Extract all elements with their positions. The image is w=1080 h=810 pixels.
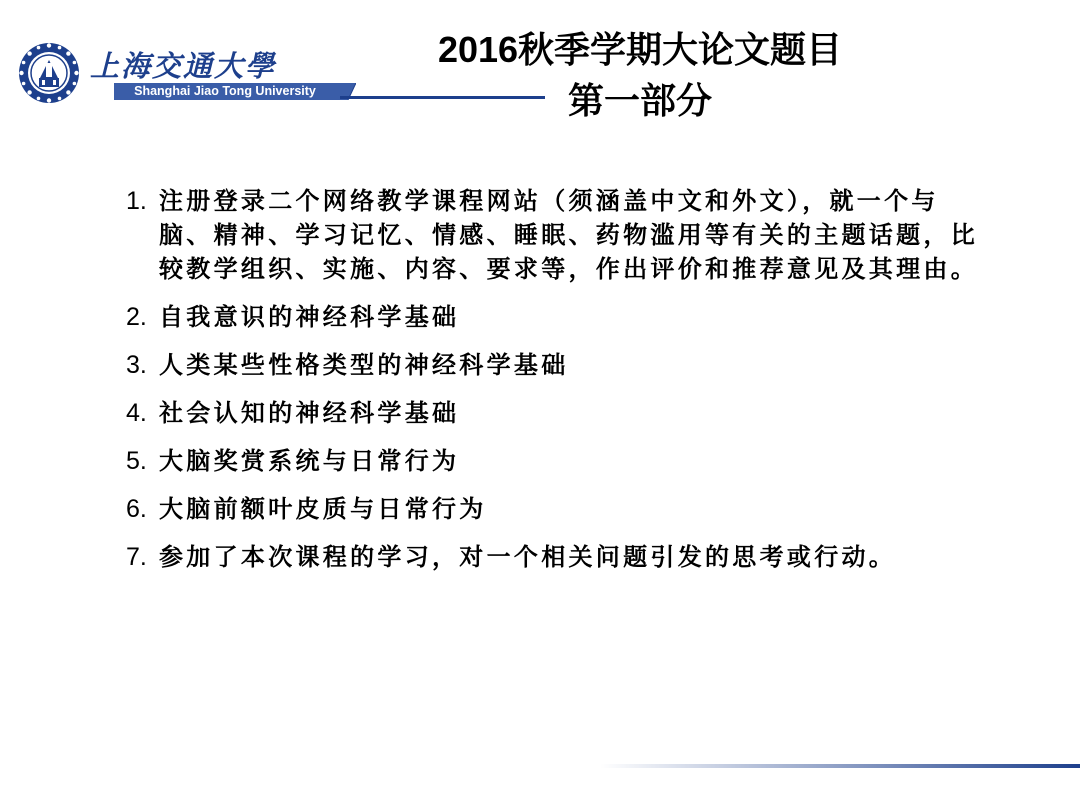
page-title: 2016秋季学期大论文题目 [437,29,843,70]
topic-list [126,184,986,588]
topic-text: 大脑奖赏系统与日常行为 [159,447,460,475]
logo-name-en: Shanghai Jiao Tong University [114,83,336,100]
logo-name-cn: 上海交通大學 [90,49,277,83]
topic-item [126,492,986,526]
topic-item [126,184,986,286]
topic-number: 5. [126,447,147,475]
topic-item [126,300,986,334]
title-underline [340,96,545,99]
topic-number: 3. [126,351,147,379]
topic-item [126,540,986,574]
topic-item [126,396,986,430]
topic-text: 参加了本次课程的学习，对一个相关问题引发的思考或行动。 [159,543,897,571]
topic-text: 注册登录二个网络教学课程网站（须涵盖中文和外文），就一个与脑、精神、学习记忆、情感、睡眠、药物滥用等有关的主题话题，比较教学组织、实施、内容、要求等，作出评价和推荐意见及其理由。 [159,187,978,283]
topic-text: 自我意识的神经科学基础 [159,303,460,331]
topic-number: 6. [126,495,147,523]
topic-text: 人类某些性格类型的神经科学基础 [159,351,569,379]
footer-rule [600,764,1080,768]
topic-number: 7. [126,543,147,571]
topic-number: 1. [126,187,147,215]
topic-number: 4. [126,399,147,427]
university-seal-icon [18,42,80,104]
topic-text: 大脑前额叶皮质与日常行为 [159,495,487,523]
university-logo [18,42,348,102]
topic-item [126,348,986,382]
topic-item [126,444,986,478]
page-subtitle: 第一部分 [567,80,712,121]
topic-text: 社会认知的神经科学基础 [159,399,460,427]
topic-number: 2. [126,303,147,331]
